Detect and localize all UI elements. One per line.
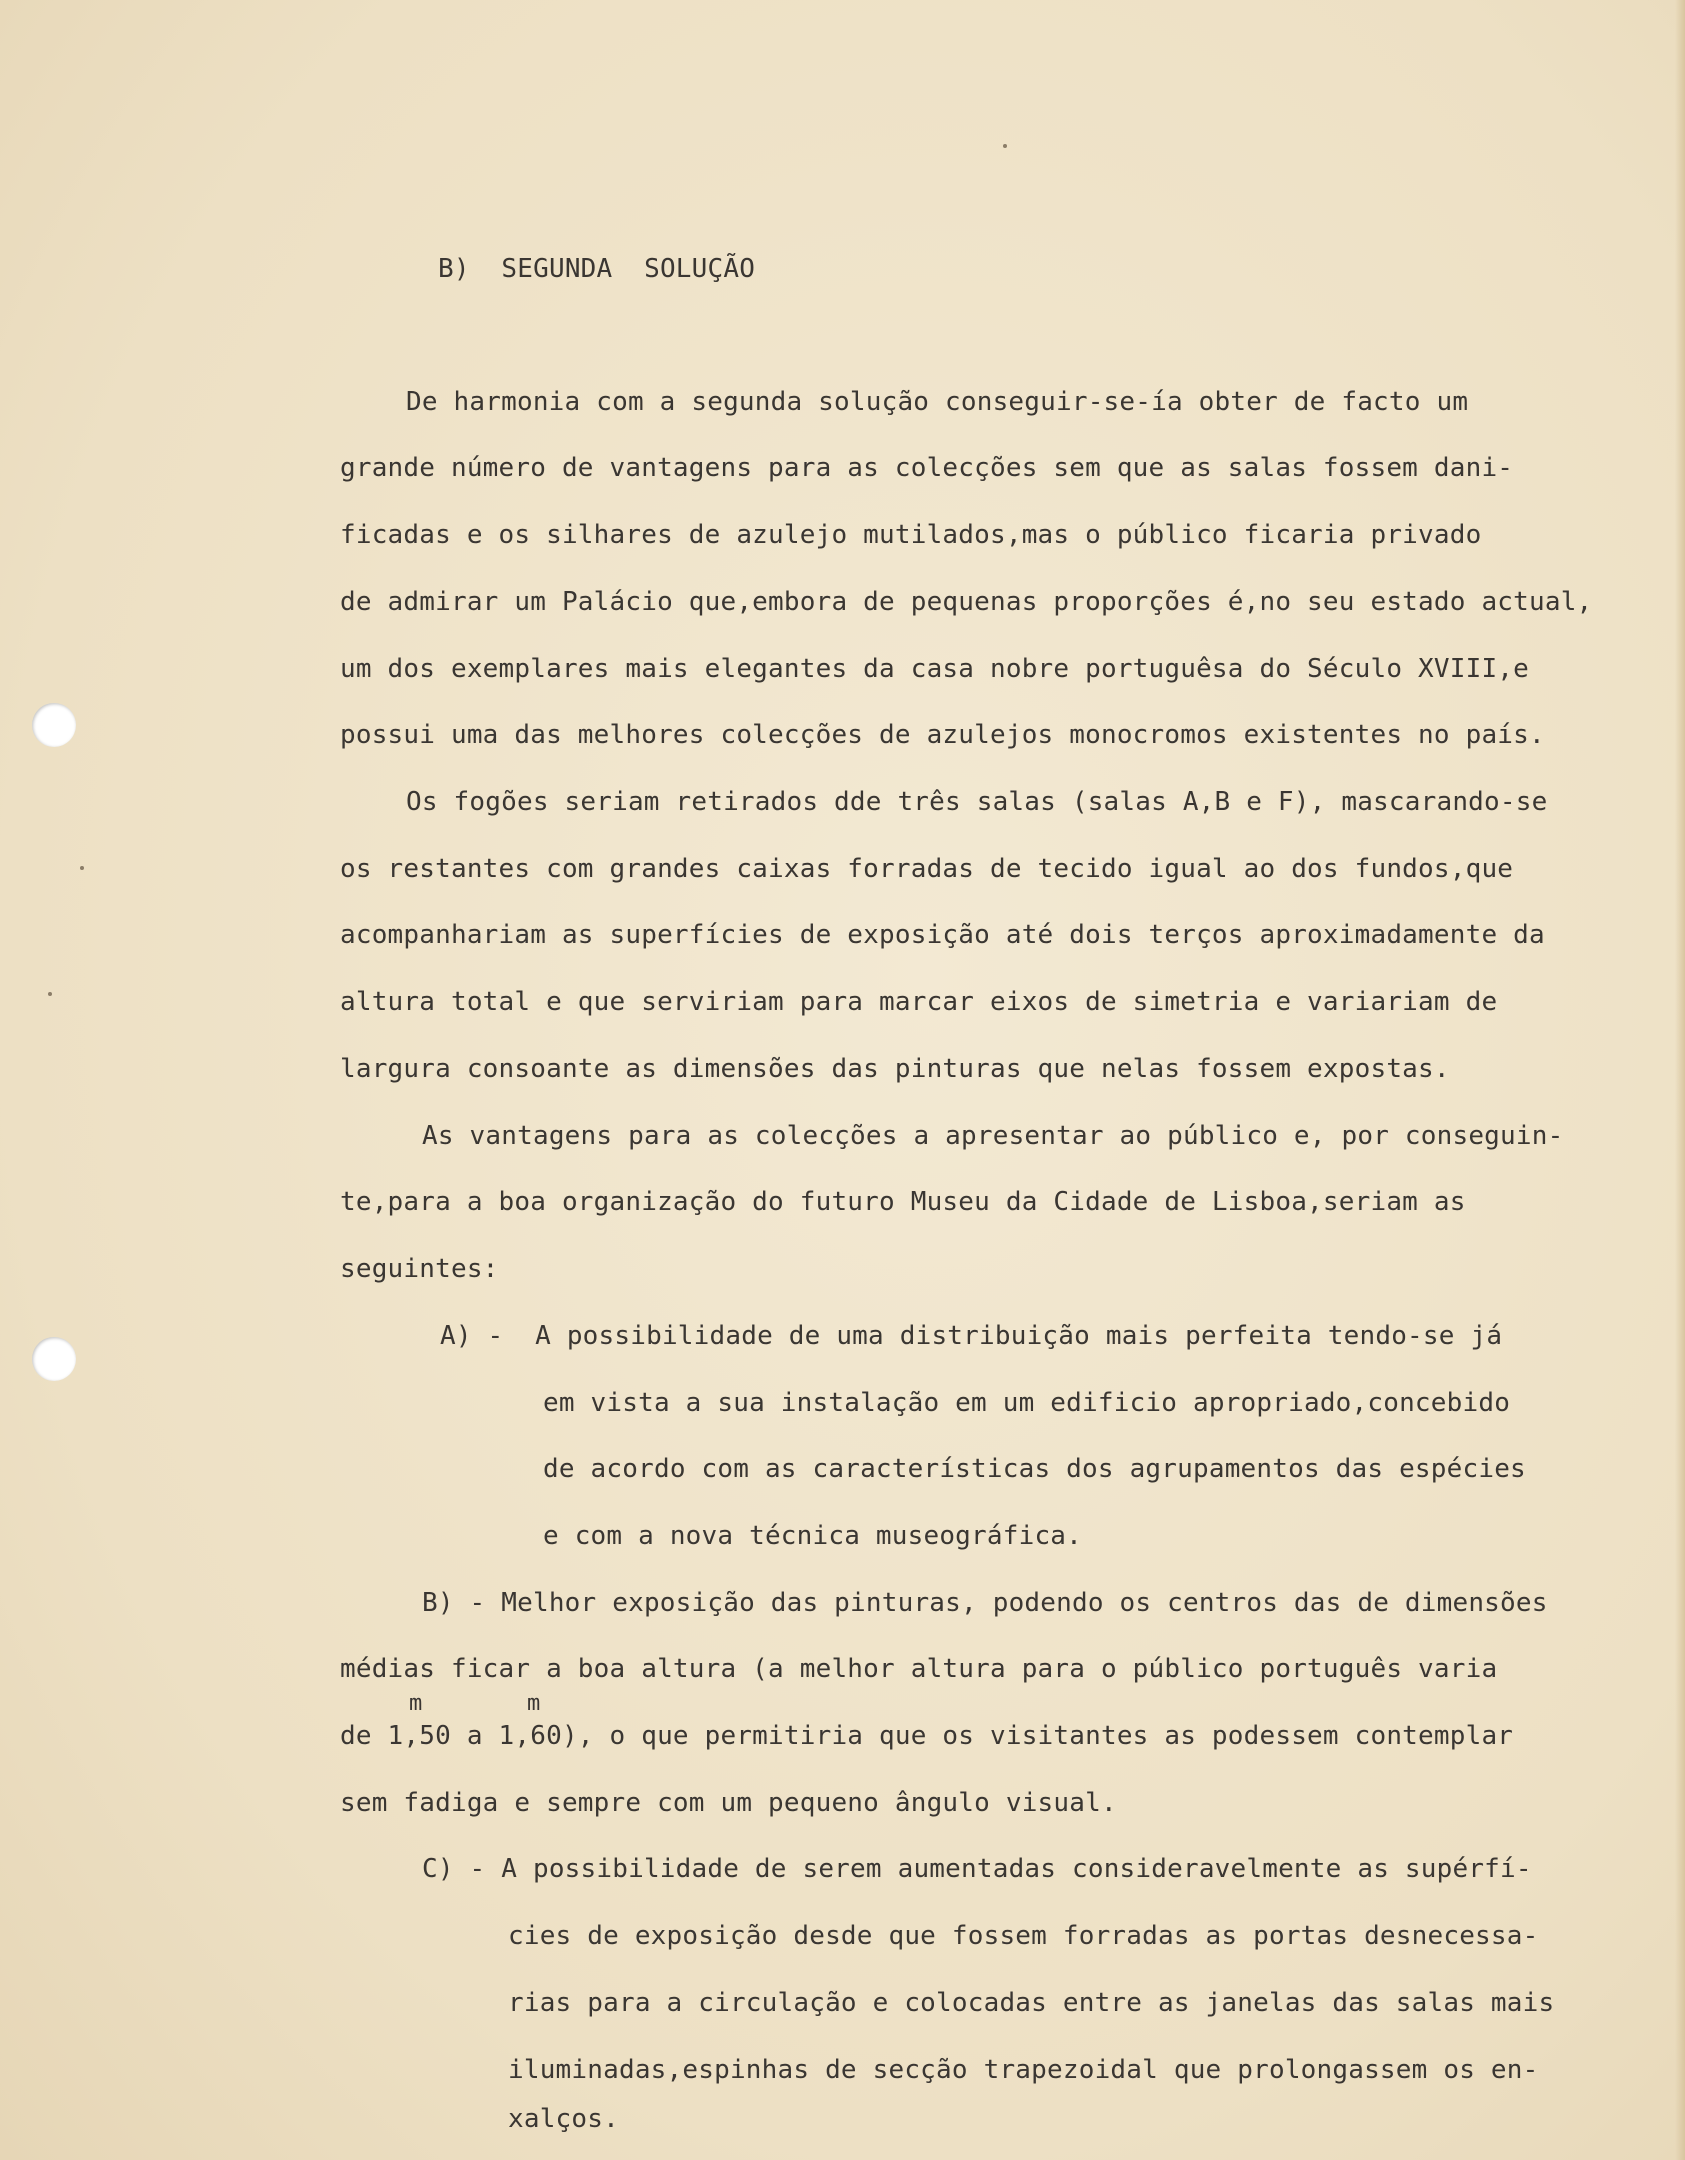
page-edge-shadow xyxy=(1675,0,1685,2160)
item-c-line-4: iluminadas,espinhas de secção trapezoidal que prolongassem os en- xyxy=(508,2055,1539,2085)
item-b-line-2: médias ficar a boa altura (a melhor altura para o público português varia xyxy=(340,1654,1498,1684)
punch-hole-top xyxy=(32,703,76,747)
paragraph-3-line-2: te,para a boa organização do futuro Museu da Cidade de Lisboa,seriam as xyxy=(340,1187,1466,1217)
paragraph-2-line-1: Os fogões seriam retirados dde três salas (salas A,B e F), mascarando-se xyxy=(406,787,1548,817)
ink-speck xyxy=(80,866,84,870)
paragraph-3-line-3: seguintes: xyxy=(340,1254,499,1284)
paragraph-2-line-2: os restantes com grandes caixas forradas de tecido igual ao dos fundos,que xyxy=(340,854,1514,884)
paragraph-3-line-1: As vantagens para as colecções a apresentar ao público e, por conseguin- xyxy=(422,1121,1564,1151)
item-b-line-3: de 1,50 a 1,60), o que permitiria que os visitantes as podessem contemplar xyxy=(340,1721,1514,1751)
paragraph-1-line-2: grande número de vantagens para as colecções sem que as salas fossem dani- xyxy=(340,453,1514,483)
item-c-line-2: cies de exposição desde que fossem forradas as portas desnecessa- xyxy=(508,1921,1539,1951)
item-a-line-3: de acordo com as características dos agrupamentos das espécies xyxy=(543,1454,1526,1484)
paragraph-2-line-3: acompanhariam as superfícies de exposição até dois terços aproximadamente da xyxy=(340,920,1545,950)
unit-superscript-1: m xyxy=(409,1691,423,1716)
item-c-line-3: rias para a circulação e colocadas entre as janelas das salas mais xyxy=(508,1988,1555,2018)
item-b-line-4: sem fadiga e sempre com um pequeno ângulo visual. xyxy=(340,1788,1117,1818)
ink-speck xyxy=(1003,144,1007,148)
item-b-line-1: B) - Melhor exposição das pinturas, podendo os centros das de dimensões xyxy=(422,1588,1548,1618)
paragraph-2-line-5: largura consoante as dimensões das pinturas que nelas fossem expostas. xyxy=(340,1054,1450,1084)
paragraph-1-line-6: possui uma das melhores colecções de azulejos monocromos existentes no país. xyxy=(340,720,1545,750)
paragraph-2-line-4: altura total e que serviriam para marcar eixos de simetria e variariam de xyxy=(340,987,1498,1017)
item-a-line-2: em vista a sua instalação em um edificio apropriado,concebido xyxy=(543,1388,1511,1418)
item-a-line-4: e com a nova técnica museográfica. xyxy=(543,1521,1083,1551)
item-a-line-1: A) - A possibilidade de uma distribuição mais perfeita tendo-se já xyxy=(440,1321,1503,1351)
paragraph-1-line-4: de admirar um Palácio que,embora de pequenas proporções é,no seu estado actual, xyxy=(340,587,1593,617)
paragraph-1-line-1: De harmonia com a segunda solução conseguir-se-ía obter de facto um xyxy=(406,387,1469,417)
item-c-line-1: C) - A possibilidade de serem aumentadas consideravelmente as supérfí- xyxy=(422,1854,1532,1884)
unit-superscript-2: m xyxy=(527,1691,541,1716)
paragraph-1-line-5: um dos exemplares mais elegantes da casa nobre portuguêsa do Século XVIII,e xyxy=(340,654,1529,684)
ink-speck xyxy=(48,992,52,996)
item-c-line-5: xalços. xyxy=(508,2104,619,2134)
punch-hole-bottom xyxy=(32,1337,76,1381)
section-heading: B) SEGUNDA SOLUÇÃO xyxy=(438,254,756,284)
paragraph-1-line-3: ficadas e os silhares de azulejo mutilados,mas o público ficaria privado xyxy=(340,520,1482,550)
